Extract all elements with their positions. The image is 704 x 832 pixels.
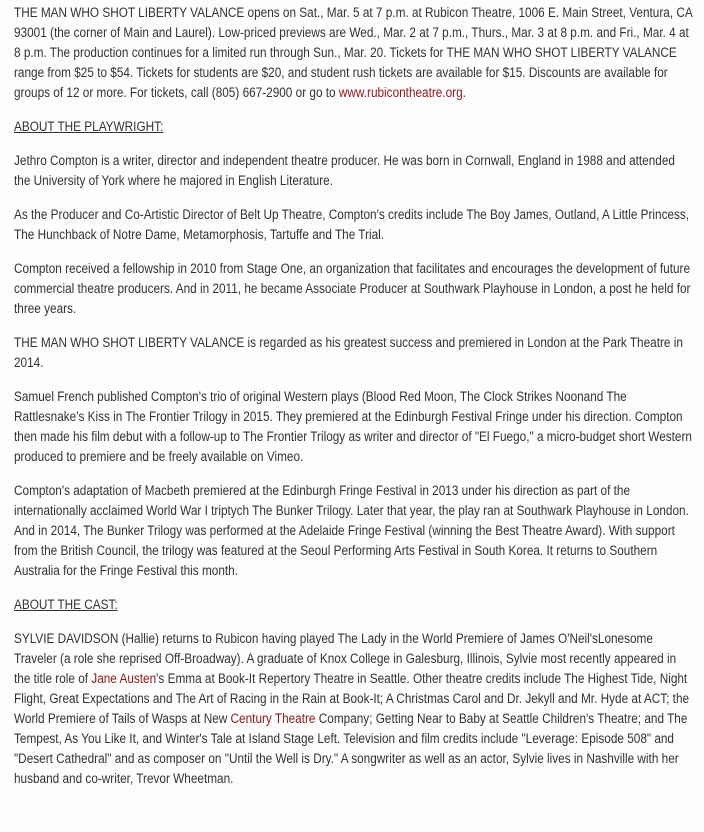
- playwright-paragraph-fellowship: Compton received a fellowship in 2010 from Stage One, an organization that facilitates and encourages the development of future commercial theatre producers. And in 2011, he became Associate Producer at Southwark Playhouse in London, a post he held for three years.: [14, 261, 691, 316]
- playwright-paragraph-bunker-trilogy: Compton's adaptation of Macbeth premiered at the Edinburgh Fringe Festival in 2013 under his direction as part of the internationally acclaimed World War I triptych The Bunker Trilogy. Later that year, the play ran at Southwark Playhouse in London. And in 2014, The Bunker Trilogy was performed at the Adelaide Fringe Festival (winning the Best Theatre Award). With support from the British Council, the trilogy was featured at the Seoul Performing Arts Festival in South Korea. It returns to Southern Australia for the Fringe Festival this month.: [14, 483, 689, 578]
- cast-heading: ABOUT THE CAST:: [14, 597, 118, 612]
- sylvie-text-2: 's Emma at Book-It Repertory Theatre in Seattle. Other theatre credits include The Highest Tide, Night Flight, Great Expectations and The Art of Racing in the Rain at Book-It; A Christmas Carol and Dr. Jekyll and Mr. Hyde at ACT; the World Premiere of Tails of Wasps at New: [14, 671, 690, 726]
- article-body: [14, 3, 693, 803]
- sylvie-text-3: Company; Getting Near to Baby at Seattle Children's Theatre; and The Tempest, As You Like It, and Winter's Tale at Island Stage Left. Television and film credits include "Leverage: Episode 508" and "Desert Cathedral" and as composer on "Until the Well is Dry." A songwriter as well as an actor, Sylvie lives in Nashville with her husband and co-writer, Trevor Wheetman.: [14, 711, 688, 786]
- rubicon-website-link[interactable]: www.rubicontheatre.org: [338, 85, 463, 100]
- playwright-paragraph-frontier-trilogy: Samuel French published Compton's trio of original Western plays (Blood Red Moon, The Clock Strikes Noonand The Rattlesnake's Kiss in The Frontier Trilogy in 2015. They premiered at the Edinburgh Festival Fringe under his direction. Compton then made his film debut with a follow-up to The Frontier Trilogy as writer and director of "El Fuego," a micro-budget short Western produced to premiere and be freely available on Vimeo.: [14, 389, 692, 464]
- playwright-paragraph-belt-up: As the Producer and Co-Artistic Director of Belt Up Theatre, Compton's credits include The Boy James, Outland, A Little Princess, The Hunchback of Notre Dame, Metamorphosis, Tartuffe and The Trial.: [14, 207, 690, 242]
- jane-austen-link[interactable]: Jane Austen: [91, 671, 157, 686]
- intro-text: THE MAN WHO SHOT LIBERTY VALANCE opens on Sat., Mar. 5 at 7 p.m. at Rubicon Theatre, 1006 E. Main Street, Ventura, CA 93001 (the corner of Main and Laurel). Low-priced previews are Wed., Mar. 2 at 7 p.m., Thurs., Mar. 3 at 8 p.m. and Fri., Mar. 4 at 8 p.m. The production continues for a limited run through Sun., Mar. 20. Tickets for THE MAN WHO SHOT LIBERTY VALANCE range from $25 to $54. Tickets for students are $20, and student rush tickets are available for $15. Discounts are available for groups of 12 or more. For tickets, call (805) 667-2900 or go to: [14, 5, 693, 100]
- playwright-paragraph-bio: Jethro Compton is a writer, director and independent theatre producer. He was born in Cornwall, England in 1988 and attended the University of York where he majored in English Literature.: [14, 153, 675, 188]
- playwright-paragraph-liberty-valance: THE MAN WHO SHOT LIBERTY VALANCE is regarded as his greatest success and premiered in London at the Park Theatre in 2014.: [14, 335, 683, 370]
- cast-paragraph-sylvie-davidson: [14, 629, 693, 789]
- intro-text-end: .: [462, 85, 466, 100]
- intro-paragraph: [14, 3, 693, 103]
- century-theatre-link[interactable]: Century Theatre: [230, 711, 316, 726]
- playwright-heading: ABOUT THE PLAYWRIGHT:: [14, 119, 164, 134]
- sylvie-text-1: SYLVIE DAVIDSON (Hallie) returns to Rubicon having played The Lady in the World Premiere of James O'Neil'sLonesome Traveler (a role she reprised Off-Broadway). A graduate of Knox College in Galesburg, Illinois, Sylvie most recently appeared in the title role of: [14, 631, 677, 686]
